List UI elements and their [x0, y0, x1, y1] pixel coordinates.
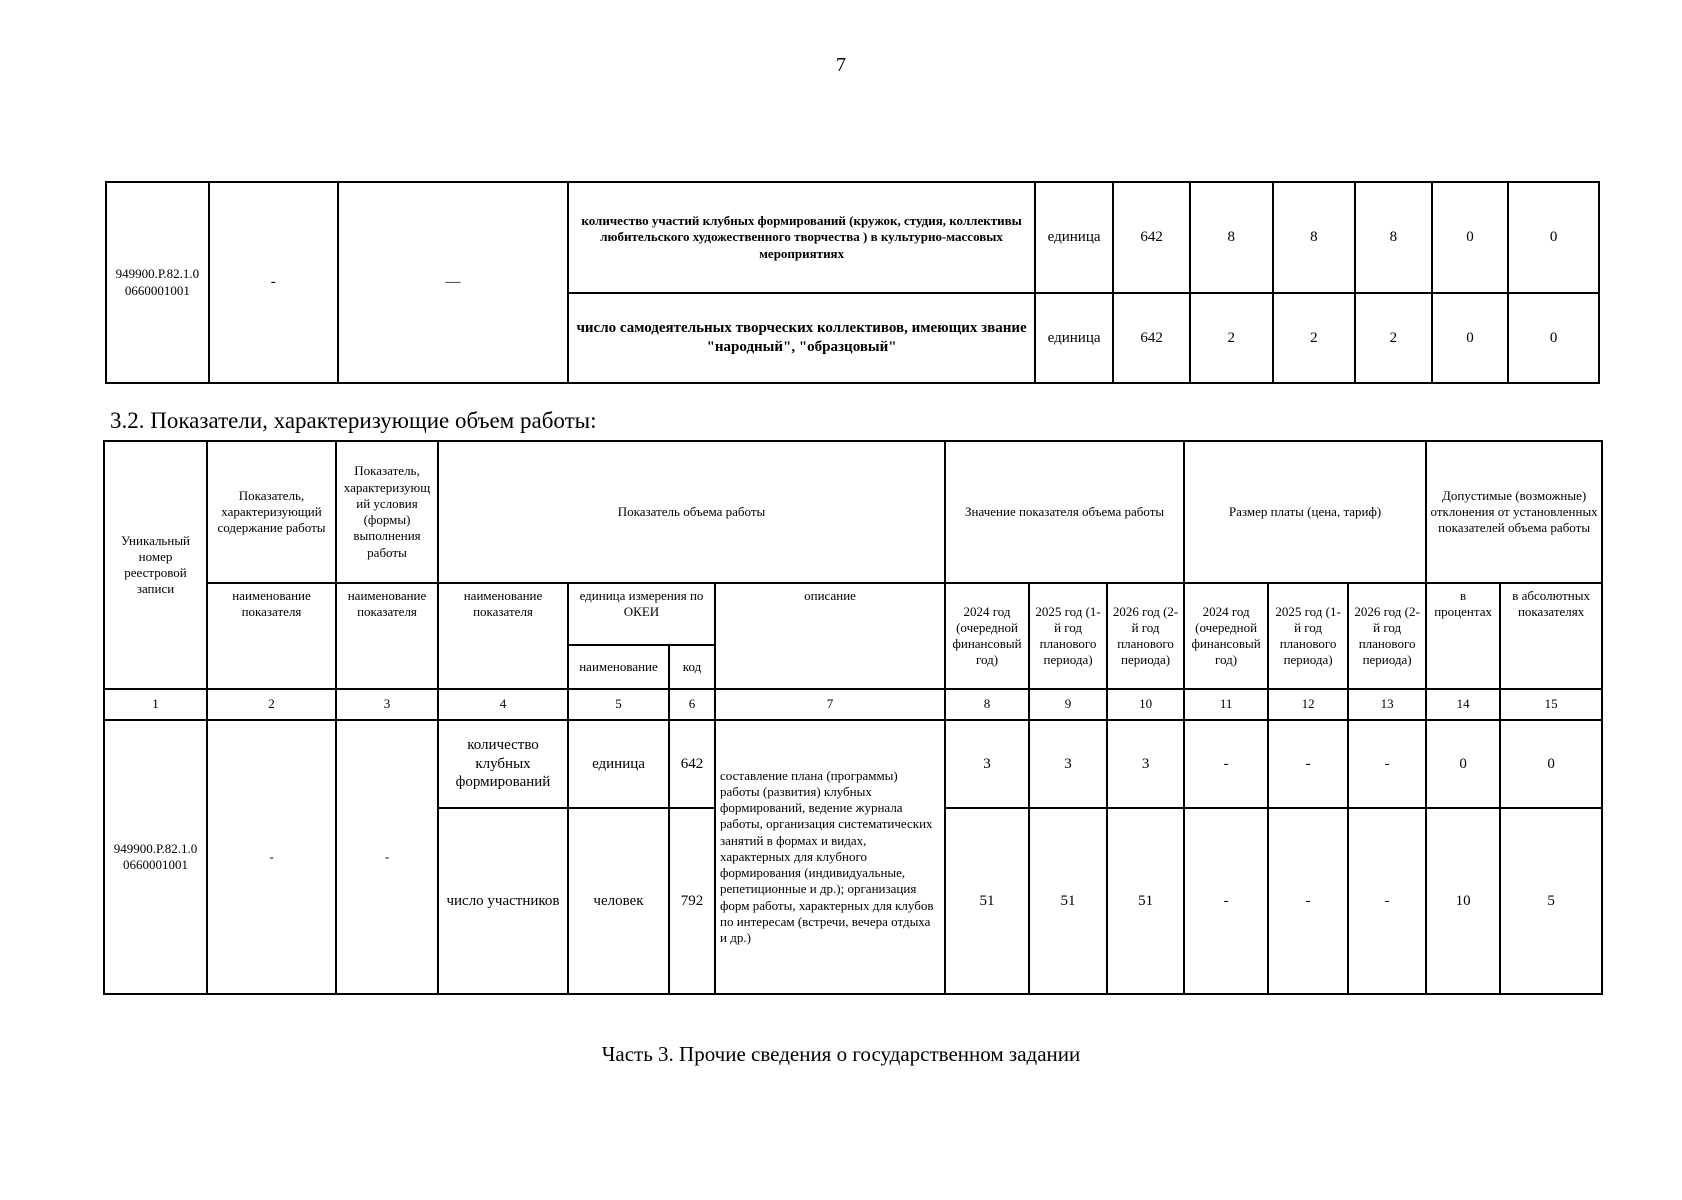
header-price-2025: 2025 год (1-й год планового периода) — [1268, 583, 1348, 689]
value-2024-cell: 2 — [1190, 293, 1273, 383]
unit-cell: единица — [568, 720, 669, 808]
column-number: 4 — [438, 689, 568, 720]
header-indicator-name: наименование показателя — [438, 583, 568, 689]
price-2024-cell: - — [1184, 808, 1268, 994]
column-number: 1 — [104, 689, 207, 720]
column-number: 13 — [1348, 689, 1426, 720]
column-number: 15 — [1500, 689, 1602, 720]
column-number: 14 — [1426, 689, 1500, 720]
code-cell: 642 — [1113, 293, 1190, 383]
content-indicator-cell: - — [207, 720, 336, 994]
column-number: 8 — [945, 689, 1029, 720]
header-content: Показатель, характеризующий содержание работы — [207, 441, 336, 583]
section-title: 3.2. Показатели, характеризующие объем работы: — [110, 408, 597, 433]
content-indicator-cell: - — [209, 182, 338, 383]
volume-indicators-table — [103, 440, 1603, 995]
column-number: 3 — [336, 689, 438, 720]
header-percent: в процентах — [1426, 583, 1500, 689]
record-id-cell: 949900.Р.82.1.0 0660001001 — [104, 720, 207, 994]
header-2024: 2024 год (очередной финансовый год) — [945, 583, 1029, 689]
header-unit-code: код — [669, 645, 715, 689]
value-2026-cell: 3 — [1107, 720, 1184, 808]
header-2026: 2026 год (2-й год планового периода) — [1107, 583, 1184, 689]
condition-indicator-cell: - — [336, 720, 438, 994]
header-row — [104, 441, 1602, 583]
column-number: 7 — [715, 689, 945, 720]
deviation-percent-cell: 0 — [1432, 182, 1509, 293]
price-2026-cell: - — [1348, 808, 1426, 994]
page-number: 7 — [836, 54, 846, 76]
header-unit-okei: единица измерения по ОКЕИ — [568, 583, 715, 645]
column-number: 11 — [1184, 689, 1268, 720]
price-2026-cell: - — [1348, 720, 1426, 808]
deviation-percent-cell: 0 — [1432, 293, 1509, 383]
value-2026-cell: 51 — [1107, 808, 1184, 994]
header-value: Значение показателя объема работы — [945, 441, 1184, 583]
column-number: 12 — [1268, 689, 1348, 720]
deviation-absolute-cell: 5 — [1500, 808, 1602, 994]
header-row — [104, 583, 1602, 645]
column-numbers-row — [104, 689, 1602, 720]
column-number: 5 — [568, 689, 669, 720]
header-price-2024: 2024 год (очередной финансовый год) — [1184, 583, 1268, 689]
header-2025: 2025 год (1-й год планового периода) — [1029, 583, 1107, 689]
deviation-absolute-cell: 0 — [1500, 720, 1602, 808]
indicator-name-cell: число участников — [438, 808, 568, 994]
table-row — [106, 182, 1599, 293]
unit-cell: единица — [1035, 182, 1114, 293]
condition-indicator-cell: — — [338, 182, 569, 383]
indicator-name-cell: число самодеятельных творческих коллективов, имеющих звание "народный", "образцовый" — [568, 293, 1034, 383]
header-volume: Показатель объема работы — [438, 441, 945, 583]
value-2025-cell: 8 — [1273, 182, 1356, 293]
header-price-2026: 2026 год (2-й год планового периода) — [1348, 583, 1426, 689]
header-description: описание — [715, 583, 945, 689]
deviation-percent-cell: 10 — [1426, 808, 1500, 994]
column-number: 10 — [1107, 689, 1184, 720]
column-number: 6 — [669, 689, 715, 720]
description-cell: составление плана (программы) работы (развития) клубных формирований, ведение журнала работы, организация систематических занятий в формах и видах, характерных для клубного формирования (индивидуальные, репетиционные и др.); организация форм работы, характерных для клубов по интересам (встречи, вечера отдыха и др.) — [715, 720, 945, 994]
header-price: Размер платы (цена, тариф) — [1184, 441, 1426, 583]
code-cell: 792 — [669, 808, 715, 994]
value-2025-cell: 51 — [1029, 808, 1107, 994]
indicator-name-cell: количество участий клубных формирований (кружок, студия, коллективы любительского художественного творчества ) в культурно-массовых мероприятиях — [568, 182, 1034, 293]
deviation-absolute-cell: 0 — [1508, 182, 1599, 293]
part-title: Часть 3. Прочие сведения о государственном задании — [601, 1042, 1081, 1066]
unit-cell: единица — [1035, 293, 1114, 383]
unit-cell: человек — [568, 808, 669, 994]
header-deviations: Допустимые (возможные) отклонения от установленных показателей объема работы — [1426, 441, 1602, 583]
header-conditions: Показатель, характеризующ ий условия (формы) выполнения работы — [336, 441, 438, 583]
value-2026-cell: 8 — [1355, 182, 1432, 293]
value-2024-cell: 8 — [1190, 182, 1273, 293]
value-2024-cell: 51 — [945, 808, 1029, 994]
table-row — [104, 720, 1602, 808]
column-number: 2 — [207, 689, 336, 720]
deviation-percent-cell: 0 — [1426, 720, 1500, 808]
value-2025-cell: 3 — [1029, 720, 1107, 808]
header-record-id: Уникальный номер реестровой записи — [104, 441, 207, 689]
code-cell: 642 — [1113, 182, 1190, 293]
value-2026-cell: 2 — [1355, 293, 1432, 383]
record-id-cell: 949900.Р.82.1.0 0660001001 — [106, 182, 209, 383]
price-2025-cell: - — [1268, 808, 1348, 994]
continuation-table — [105, 181, 1600, 384]
value-2024-cell: 3 — [945, 720, 1029, 808]
header-absolute: в абсолютных показателях — [1500, 583, 1602, 689]
price-2024-cell: - — [1184, 720, 1268, 808]
code-cell: 642 — [669, 720, 715, 808]
deviation-absolute-cell: 0 — [1508, 293, 1599, 383]
header-indicator-name: наименование показателя — [207, 583, 336, 689]
header-indicator-name: наименование показателя — [336, 583, 438, 689]
indicator-name-cell: количество клубных формирований — [438, 720, 568, 808]
column-number: 9 — [1029, 689, 1107, 720]
price-2025-cell: - — [1268, 720, 1348, 808]
header-unit-name: наименование — [568, 645, 669, 689]
value-2025-cell: 2 — [1273, 293, 1356, 383]
